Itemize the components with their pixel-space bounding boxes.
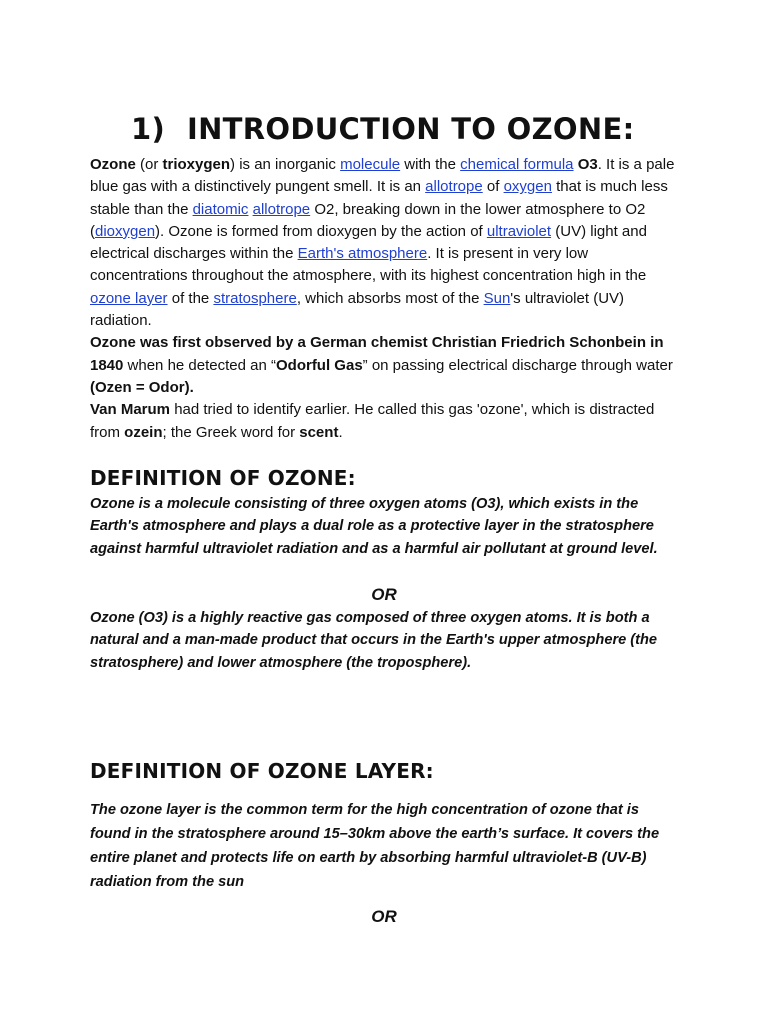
- text-run: ). Ozone is formed from dioxygen by the action of: [155, 222, 487, 240]
- link-ozone-layer[interactable]: ozone layer: [90, 289, 168, 307]
- link-sun[interactable]: Sun: [483, 289, 511, 307]
- text-run: 's ultraviolet (UV) radiation.: [90, 289, 625, 330]
- link-earths-atmosphere[interactable]: Earth's atmosphere: [297, 245, 428, 263]
- text-run: . It is a pale blue gas with a distinctively pungent smell. It is an: [90, 156, 675, 196]
- text-run: of the: [167, 289, 214, 307]
- bold-run: (Ozen = Odor).: [90, 378, 194, 396]
- link-allotrope[interactable]: allotrope: [425, 178, 483, 196]
- link-dioxygen[interactable]: dioxygen: [95, 222, 156, 240]
- text-run: O2, breaking down in the lower atmosphere to O2 (: [90, 200, 646, 240]
- bold-run: ozein: [124, 423, 163, 441]
- term-o3: O3: [577, 156, 598, 173]
- text-run: .: [338, 423, 343, 441]
- definition-ozone-layer-text: The ozone layer is the common term for the high concentration of ozone that is found in the stratosphere around 15–30km above the earth’s surface. It covers the entire planet and protects life on earth by absorbing harmful ultraviolet-B (UV-B) radiation from the sun: [90, 802, 660, 890]
- or-separator-2: OR: [371, 907, 397, 926]
- bold-run: scent: [299, 423, 339, 441]
- definition-ozone-text-1: Ozone is a molecule consisting of three oxygen atoms (O3), which exists in the Earth's atmosphere and plays a dual role as a protective layer in the stratosphere against harmful ultraviolet radiation and as a harmful air pollutant at ground level.: [90, 496, 658, 557]
- term-ozone: Ozone: [90, 156, 136, 173]
- text-run: , which absorbs most of the: [296, 289, 484, 307]
- text-run: when he detected an “: [123, 356, 276, 374]
- intro-paragraph-3: [90, 399, 680, 444]
- text-run: (or: [135, 156, 163, 173]
- link-stratosphere[interactable]: stratosphere: [213, 289, 297, 307]
- intro-paragraph-2: [90, 332, 680, 399]
- link-chemical-formula[interactable]: chemical formula: [460, 156, 574, 173]
- link-allotrope-2[interactable]: allotrope: [252, 200, 311, 218]
- text-run: ; the Greek word for: [162, 423, 300, 441]
- or-separator-1: OR: [371, 585, 397, 604]
- text-run: with the: [400, 156, 461, 173]
- section-number: 1): [131, 112, 166, 146]
- link-ultraviolet[interactable]: ultraviolet: [486, 222, 552, 240]
- link-diatomic[interactable]: diatomic: [192, 200, 249, 218]
- text-run: that is much less stable than the: [90, 178, 668, 218]
- intro-paragraph-1: [90, 154, 680, 332]
- definition-ozone-heading: DEFINITION OF OZONE:: [90, 466, 356, 490]
- bold-run: Odorful Gas: [275, 356, 363, 374]
- term-trioxygen: trioxygen: [162, 156, 231, 173]
- link-molecule[interactable]: molecule: [340, 156, 401, 173]
- text-run: ) is an inorganic: [230, 156, 341, 173]
- definition-ozone-text-2: Ozone (O3) is a highly reactive gas composed of three oxygen atoms. It is both a natural and a man-made product that occurs in the Earth's upper atmosphere (the stratosphere) and lower atmosphere (the troposphere).: [90, 610, 658, 671]
- page-title: [131, 112, 634, 146]
- intro-section: [90, 154, 680, 444]
- bold-run: Van Marum: [90, 401, 171, 419]
- bold-run: Ozone was first observed by a German chemist Christian Friedrich Schonbein in 1840: [90, 334, 664, 374]
- text-run: . It is present in very low concentrations throughout the atmosphere, with its highest concentration high in the: [90, 245, 647, 285]
- text-run: had tried to identify earlier. He called this gas 'ozone', which is distracted from: [90, 401, 655, 441]
- text-run: ” on passing electrical discharge through water: [362, 356, 673, 374]
- text-run: of: [482, 178, 504, 196]
- text-run: (UV) light and electrical discharges within the: [90, 222, 647, 263]
- definition-ozone-layer-heading: DEFINITION OF OZONE LAYER:: [90, 759, 434, 783]
- section-title: INTRODUCTION TO OZONE:: [187, 112, 635, 146]
- link-oxygen[interactable]: oxygen: [503, 178, 552, 196]
